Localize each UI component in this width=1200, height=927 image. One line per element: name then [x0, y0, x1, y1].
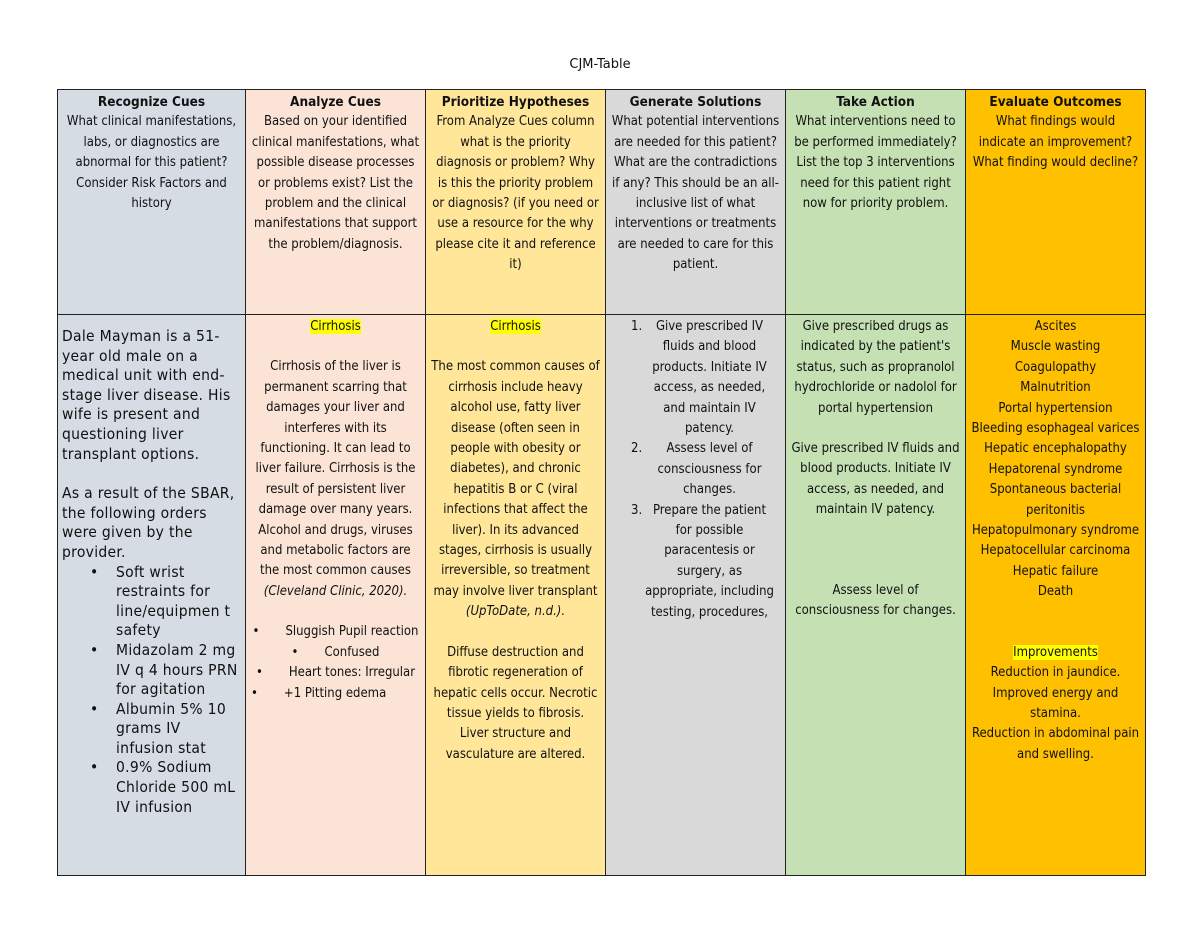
list-item: • Sluggish Pupil reaction [252, 624, 419, 640]
list-item: Reduction in abdominal pain and swelling. [971, 726, 1140, 762]
list-item: Reduction in jaundice. [990, 665, 1121, 681]
action-item: Assess level of consciousness for changes. [795, 582, 956, 619]
header-recognize-cues [58, 90, 246, 315]
analyze-cues-cell [246, 315, 426, 876]
content-row [58, 315, 1146, 876]
list-item: 3. Prepare the patient for possible paracentesis or surgery, as appropriate, including testing, procedures, [631, 502, 774, 620]
list-item: 1. Give prescribed IV fluids and blood products. Initiate IV access, as needed, and maintain IV patency. [631, 319, 767, 437]
header-evaluate-outcomes [966, 90, 1146, 315]
header-row [58, 90, 1146, 315]
list-item: • +1 Pitting edema [251, 685, 387, 701]
header-take-action [786, 90, 966, 315]
problem-label: Cirrhosis [310, 319, 361, 334]
orders-intro: As a result of the SBAR, the following orders were given by the provider. [62, 484, 235, 561]
prioritize-hypotheses-cell [426, 315, 606, 876]
column-description: What findings would indicate an improvement? What finding would decline? [972, 114, 1139, 171]
list-item: Bleeding esophageal varices [971, 421, 1140, 437]
problem-description: The most common causes of cirrhosis include heavy alcohol use, fatty liver disease (often seen in people with obesity or diabetes), and chronic hepatitis B or C (viral infections that affect the liver). In its advanced stages, cirrhosis is usually irreversible, so treatment may involve liver transplant [431, 359, 600, 599]
list-item: • Confused [291, 644, 380, 660]
document-title: CJM-Table [569, 57, 631, 72]
list-item: Hepatic failure [1012, 563, 1099, 579]
header-prioritize-hypotheses [426, 90, 606, 315]
list-item: Malnutrition [1020, 380, 1091, 396]
list-item: Hepatic encephalopathy [984, 441, 1127, 457]
orders-list [62, 563, 241, 818]
list-item: • Midazolam 2 mg IV q 4 hours PRN for agitation [116, 641, 241, 700]
list-item: Hepatocellular carcinoma [980, 543, 1131, 559]
take-action-cell [786, 315, 966, 876]
list-item: Hepatorenal syndrome [988, 461, 1123, 477]
list-item: • 0.9% Sodium Chloride 500 mL IV infusion [116, 758, 241, 817]
list-item: Hepatopulmonary syndrome [971, 523, 1140, 539]
case-scenario: Dale Mayman is a 51-year old male on a medical unit with end-stage liver disease. His wife is present and questioning liver transplant options. [62, 327, 231, 463]
column-description: Based on your identified clinical manifestations, what possible disease processes or problems exist? List the problem and the clinical manifestations that support the problem/diagnosis. [251, 114, 420, 252]
problem-description: Cirrhosis of the liver is permanent scarring that damages your liver and interferes with its functioning. It can lead to liver failure. Cirrhosis is the result of persistent liver damage over many years. Alcohol and drugs, viruses and metabolic factors are the most common causes [255, 359, 416, 579]
column-title: Take Action [836, 94, 915, 110]
solutions-list [611, 317, 780, 623]
improvements-label: Improvements [1013, 644, 1098, 660]
citation: (UpToDate, n.d.). [465, 604, 566, 620]
list-item: Muscle wasting [1010, 339, 1101, 355]
list-item: • Heart tones: Irregular [255, 665, 416, 681]
list-item: Spontaneous bacterial peritonitis [989, 482, 1122, 518]
header-analyze-cues [246, 90, 426, 315]
column-title: Recognize Cues [97, 94, 206, 110]
evaluate-outcomes-cell [966, 315, 1146, 876]
problem-label: Cirrhosis [490, 319, 541, 334]
list-item: • Soft wrist restraints for line/equipmen t safety [116, 563, 241, 641]
list-item: Portal hypertension [998, 400, 1113, 416]
column-description: From Analyze Cues column what is the priority diagnosis or problem? Why is this the priority problem or diagnosis? (if you need or use a resource for the why please cite it and reference it) [432, 114, 599, 273]
column-description: What clinical manifestations, labs, or diagnostics are abnormal for this patient? Consider Risk Factors and history [66, 114, 237, 212]
column-title: Evaluate Outcomes [989, 94, 1122, 110]
column-title: Prioritize Hypotheses [441, 94, 590, 110]
generate-solutions-cell [606, 315, 786, 876]
action-item: Give prescribed drugs as indicated by the patient's status, such as propranolol hydrochloride or nadolol for portal hypertension [794, 319, 957, 416]
citation: (Cleveland Clinic, 2020). [263, 583, 408, 599]
list-item: Coagulopathy [1014, 359, 1097, 375]
column-description: What potential interventions are needed for this patient? What are the contradictions if any? This should be an all-inclusive list of what interventions or treatments are needed to care for this patient. [611, 114, 780, 273]
column-title: Generate Solutions [629, 94, 762, 110]
action-item: Give prescribed IV fluids and blood products. Initiate IV access, as needed, and maintain IV patency. [791, 441, 960, 518]
column-description: What interventions need to be performed immediately? List the top 3 interventions need for this patient right now for priority problem. [794, 114, 957, 212]
pathophysiology: Diffuse destruction and fibrotic regeneration of hepatic cells occur. Necrotic tissue yields to fibrosis. Liver structure and vasculature are altered. [433, 644, 598, 762]
list-item: Ascites [1034, 319, 1077, 334]
cjm-table [57, 89, 1146, 876]
list-item: 2. Assess level of consciousness for changes. [631, 441, 762, 498]
list-item: Death [1037, 584, 1074, 600]
list-item: Improved energy and stamina. [992, 685, 1119, 721]
column-title: Analyze Cues [290, 94, 381, 110]
recognize-cues-cell [58, 315, 246, 876]
list-item: • Albumin 5% 10 grams IV infusion stat [116, 700, 241, 759]
header-generate-solutions [606, 90, 786, 315]
